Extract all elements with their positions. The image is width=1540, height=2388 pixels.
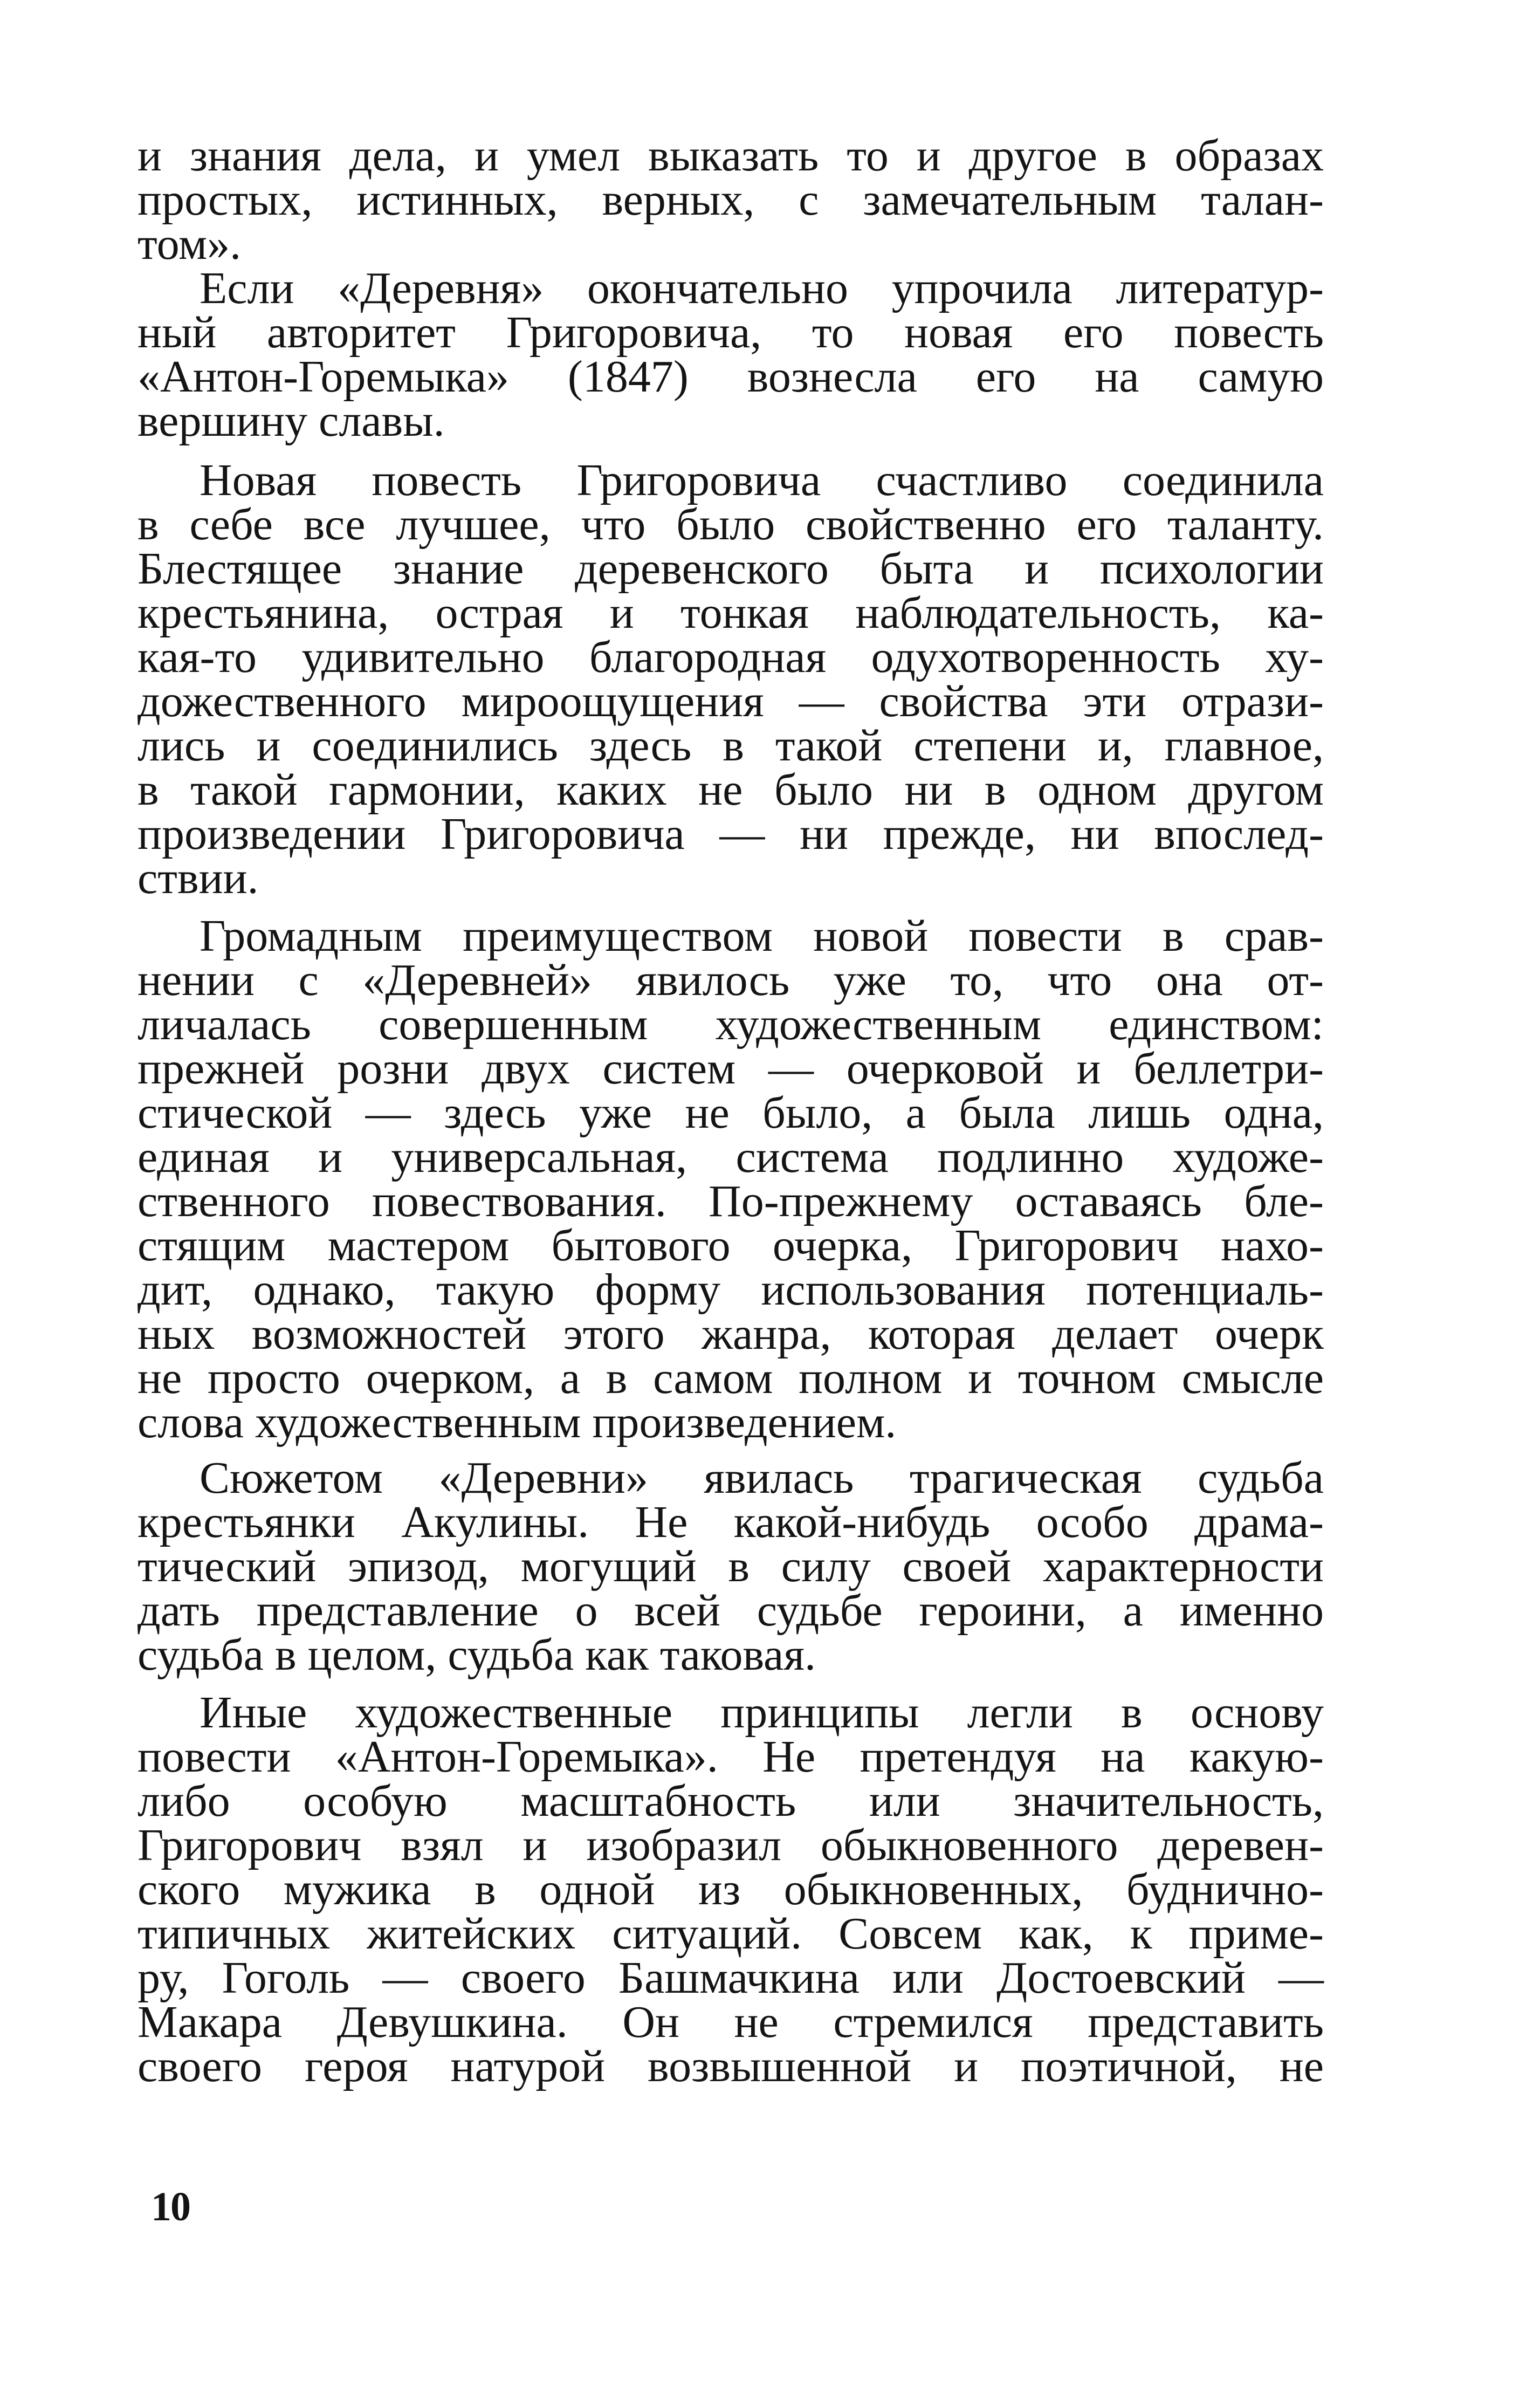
text-line: дожественного мироощущения — свойства эти отрази- — [138, 676, 1324, 726]
text-line: ственного повествования. По-прежнему оставаясь бле- — [138, 1176, 1324, 1226]
text-line: кая-то удивительно благородная одухотворенность ху- — [138, 632, 1324, 682]
text-line: судьба в целом, судьба как таковая. — [138, 1630, 816, 1680]
text-line: ный авторитет Григоровича, то новая его повесть — [138, 307, 1324, 358]
text-line: стической — здесь уже не было, а была лишь одна, — [138, 1088, 1324, 1138]
text-line: Блестящее знание деревенского быта и психологии — [138, 544, 1324, 594]
text-line: личалась совершенным художественным единством: — [138, 999, 1324, 1049]
text-line: тический эпизод, могущий в силу своей характерности — [138, 1541, 1324, 1591]
text-line: Макара Девушкина. Он не стремился представить — [138, 1997, 1324, 2047]
text-line: единая и универсальная, система подлинно художе- — [138, 1132, 1324, 1182]
text-line: либо особую масштабность или значительность, — [138, 1776, 1324, 1826]
paragraph-first-line: Иные художественные принципы легли в основу — [200, 1687, 1324, 1738]
text-line: ру, Гоголь — своего Башмачкина или Достоевский — — [138, 1953, 1324, 2003]
text-line: стящим мастером бытового очерка, Григорович нахо- — [138, 1220, 1324, 1271]
text-line: простых, истинных, верных, с замечательным талан- — [138, 175, 1324, 225]
text-line: не просто очерком, а в самом полном и точном смысле — [138, 1353, 1324, 1403]
text-line: в себе все лучшее, что было свойственно его таланту. — [138, 499, 1324, 550]
text-line: ского мужика в одной из обыкновенных, буднично- — [138, 1864, 1324, 1914]
paragraph-first-line: Если «Деревня» окончательно упрочила литератур- — [200, 263, 1324, 313]
text-line: своего героя натурой возвышенной и поэтичной, не — [138, 2041, 1324, 2091]
text-line: дать представление о всей судьбе героини, а именно — [138, 1586, 1324, 1636]
text-line: «Антон-Горемыка» (1847) вознесла его на самую — [138, 352, 1324, 402]
paragraph-first-line: Громадным преимуществом новой повести в срав- — [200, 911, 1324, 961]
text-line: крестьянина, острая и тонкая наблюдательность, ка- — [138, 588, 1324, 638]
text-line: ствии. — [138, 853, 259, 903]
text-line: нении с «Деревней» явилось уже то, что она от- — [138, 955, 1324, 1005]
page-number: 10 — [151, 2184, 190, 2229]
text-line: в такой гармонии, каких не было ни в одном другом — [138, 765, 1324, 815]
text-line: повести «Антон-Горемыка». Не претендуя на какую- — [138, 1732, 1324, 1782]
text-line: том». — [138, 219, 242, 269]
paragraph-first-line: Новая повесть Григоровича счастливо соединила — [200, 455, 1324, 505]
text-line: лись и соединились здесь в такой степени и, главное, — [138, 720, 1324, 771]
text-line: типичных житейских ситуаций. Совсем как, к приме- — [138, 1909, 1324, 1959]
text-line: крестьянки Акулины. Не какой-нибудь особо драма- — [138, 1497, 1324, 1547]
text-line: произведении Григоровича — ни прежде, ни впослед- — [138, 809, 1324, 859]
paragraph-first-line: Сюжетом «Деревни» явилась трагическая судьба — [200, 1453, 1324, 1503]
text-line: слова художественным произведением. — [138, 1397, 897, 1447]
text-line: и знания дела, и умел выказать то и другое в образах — [138, 131, 1324, 181]
text-line: дит, однако, такую форму использования потенциаль- — [138, 1265, 1324, 1315]
text-line: прежней розни двух систем — очерковой и беллетри- — [138, 1044, 1324, 1094]
text-line: Григорович взял и изобразил обыкновенного деревен- — [138, 1820, 1324, 1870]
text-line: вершину славы. — [138, 396, 445, 446]
text-line: ных возможностей этого жанра, которая делает очерк — [138, 1309, 1324, 1359]
